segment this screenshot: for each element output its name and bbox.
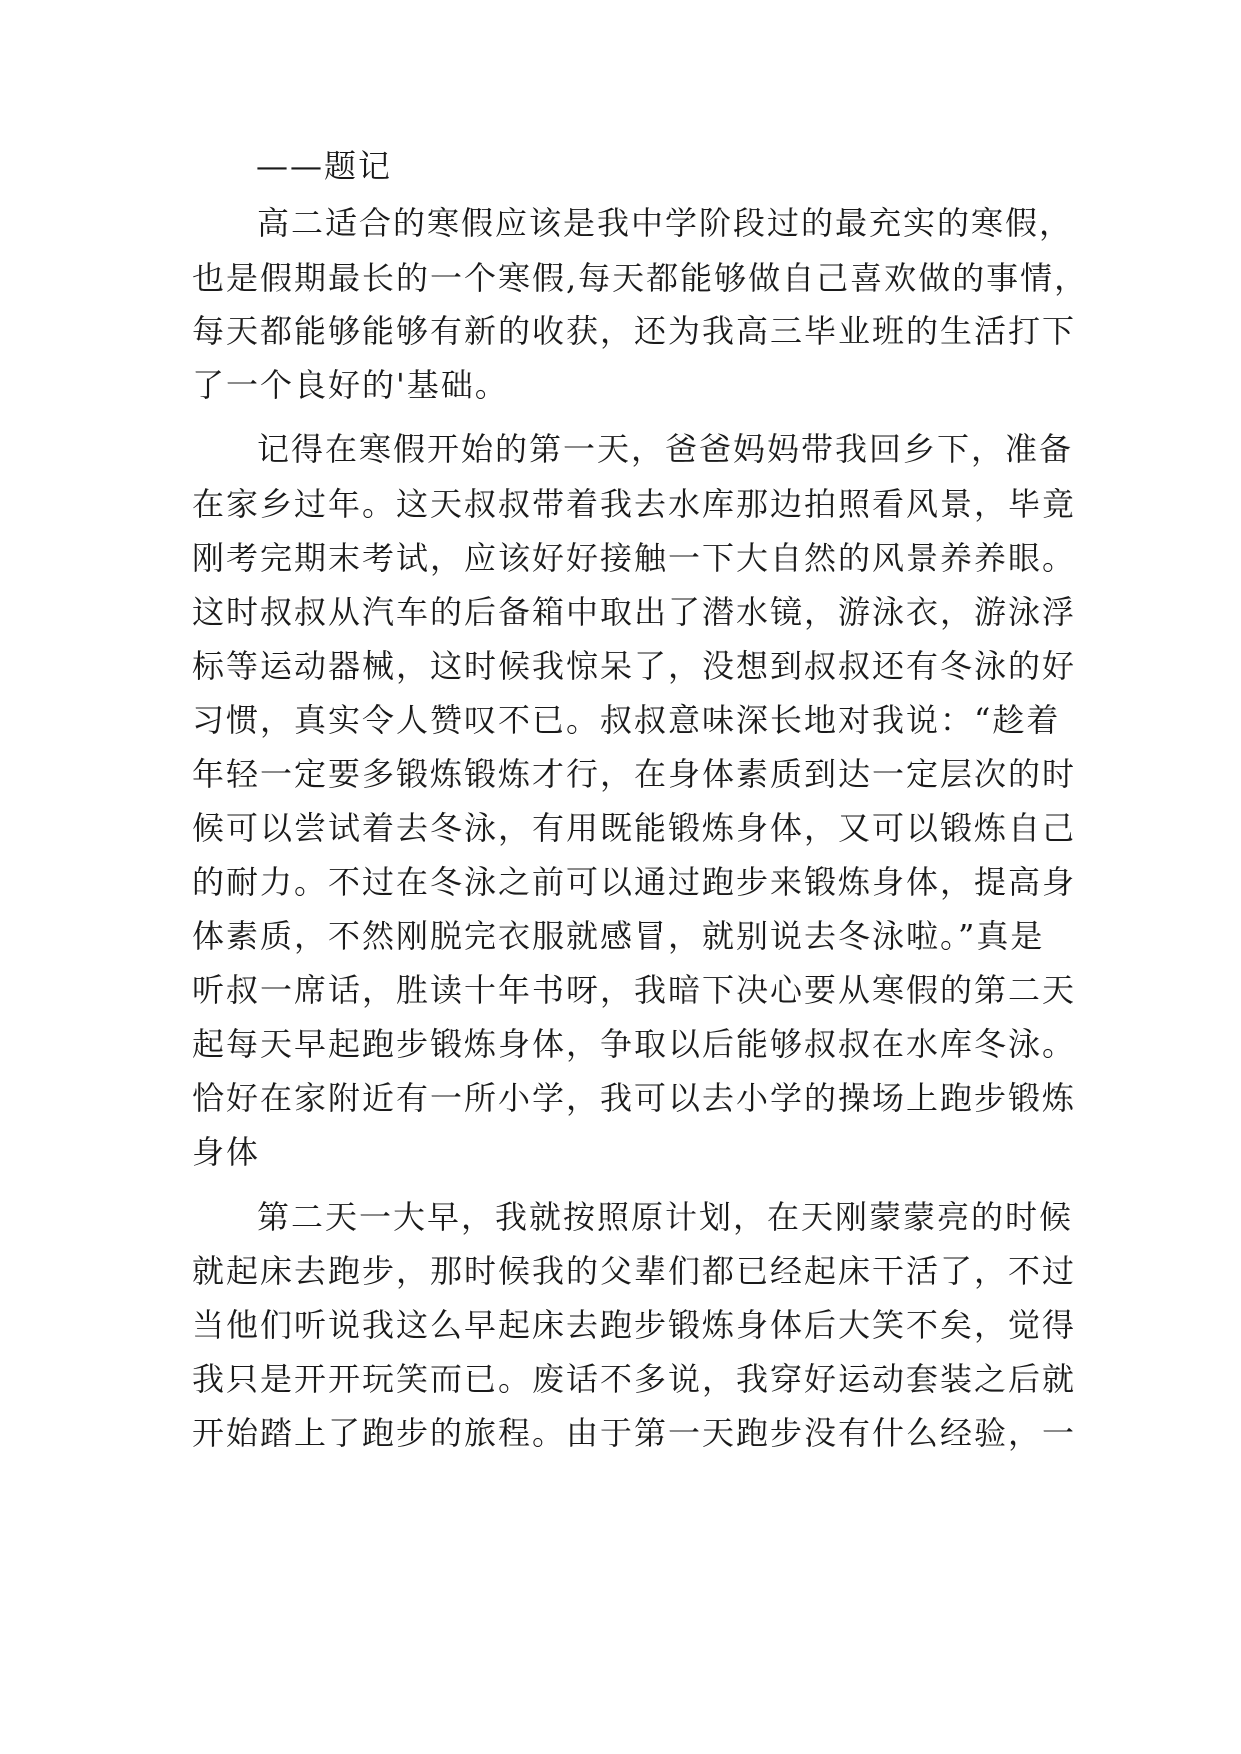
paragraph-2-line-11: 听叔一席话，胜读十年书呀，我暗下决心要从寒假的第二天 (192, 971, 1077, 1009)
paragraph-3-line-5: 开始踏上了跑步的旅程。由于第一天跑步没有什么经验，一 (192, 1414, 1077, 1452)
paragraph-2-line-7: 年轻一定要多锻炼锻炼才行，在身体素质到达一定层次的时 (192, 755, 1077, 793)
paragraph-1-line-4: 了一个良好的'基础。 (192, 366, 509, 404)
paragraph-2-line-14: 身体 (192, 1133, 261, 1171)
paragraph-2-line-5: 标等运动器械，这时候我惊呆了，没想到叔叔还有冬泳的好 (192, 647, 1077, 685)
paragraph-2-line-9: 的耐力。不过在冬泳之前可以通过跑步来锻炼身体，提高身 (192, 863, 1077, 901)
paragraph-3-line-2: 就起床去跑步，那时候我的父辈们都已经起床干活了，不过 (192, 1252, 1077, 1290)
paragraph-2-line-2: 在家乡过年。这天叔叔带着我去水库那边拍照看风景，毕竟 (192, 485, 1077, 523)
paragraph-2-line-3: 刚考完期末考试，应该好好接触一下大自然的风景养养眼。 (192, 539, 1077, 577)
paragraph-2-line-8: 候可以尝试着去冬泳，有用既能锻炼身体，又可以锻炼自己 (192, 809, 1077, 847)
paragraph-2-line-13: 恰好在家附近有一所小学，我可以去小学的操场上跑步锻炼 (192, 1079, 1077, 1117)
paragraph-1-line-3: 每天都能够能够有新的收获，还为我高三毕业班的生活打下 (192, 312, 1077, 350)
paragraph-1-line-1: 高二适合的寒假应该是我中学阶段过的最充实的寒假， (257, 204, 1074, 242)
paragraph-3-line-4: 我只是开开玩笑而已。废话不多说，我穿好运动套装之后就 (192, 1360, 1077, 1398)
paragraph-3-line-1: 第二天一大早，我就按照原计划，在天刚蒙蒙亮的时候 (257, 1198, 1074, 1236)
paragraph-2-line-6: 习惯，真实令人赞叹不已。叔叔意味深长地对我说：“趁着 (192, 701, 1061, 739)
paragraph-2-line-10: 体素质，不然刚脱完衣服就感冒，就别说去冬泳啦。”真是 (192, 917, 1045, 955)
paragraph-3-line-3: 当他们听说我这么早起床去跑步锻炼身体后大笑不矣，觉得 (192, 1306, 1077, 1344)
epigraph: ——题记 (256, 147, 393, 185)
paragraph-2-line-12: 起每天早起跑步锻炼身体，争取以后能够叔叔在水库冬泳。 (192, 1025, 1077, 1063)
paragraph-1-line-2: 也是假期最长的一个寒假,每天都能够做自己喜欢做的事情， (192, 259, 1089, 297)
paragraph-2-line-1: 记得在寒假开始的第一天，爸爸妈妈带我回乡下，准备 (257, 430, 1074, 468)
paragraph-2-line-4: 这时叔叔从汽车的后备箱中取出了潜水镜，游泳衣，游泳浮 (192, 593, 1077, 631)
